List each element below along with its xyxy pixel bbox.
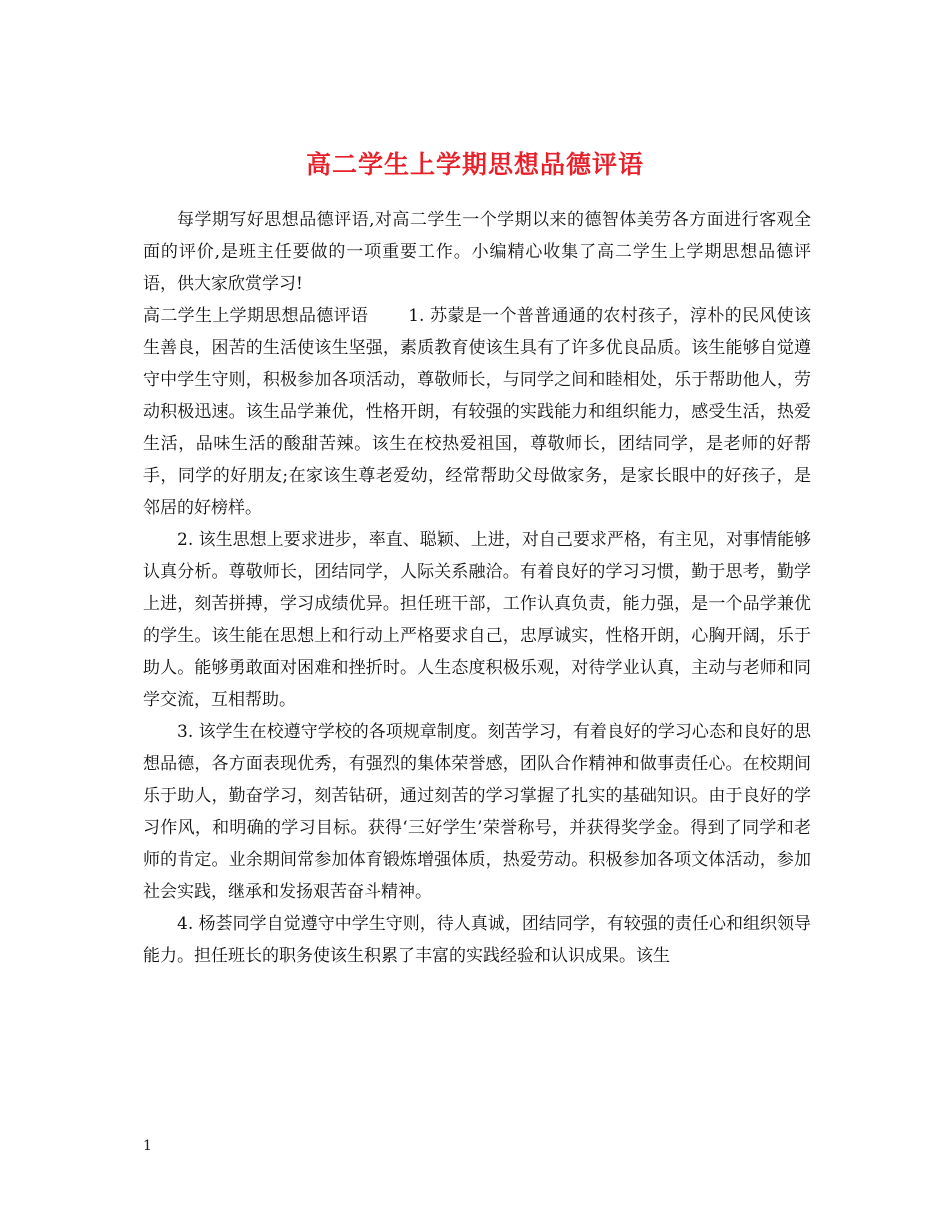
- section-heading: 高二学生上学期思想品德评语: [143, 306, 369, 326]
- first-comment-paragraph: [143, 300, 811, 524]
- document-body: [143, 204, 811, 972]
- comment-2: 2. 该生思想上要求进步，率直、聪颖、上进，对自己要求严格，有主见，对事情能够认真分析。尊敬师长，团结同学，人际关系融洽。有着良好的学习习惯，勤于思考，勤学上进，刻苦拼搏，学习成绩优异。担任班干部，工作认真负责，能力强，是一个品学兼优的学生。该生能在思想上和行动上严格要求自己，忠厚诚实，性格开朗，心胸开阔，乐于助人。能够勇敢面对困难和挫折时。人生态度积极乐观，对待学业认真，主动与老师和同学交流，互相帮助。: [143, 530, 811, 710]
- document-title: 高二学生上学期思想品德评语: [305, 149, 644, 179]
- comment-4: 4. 杨荟同学自觉遵守中学生守则，待人真诚，团结同学，有较强的责任心和组织领导能力。担任班长的职务使该生积累了丰富的实践经验和认识成果。该生: [143, 914, 811, 966]
- page-number: 1: [143, 1138, 152, 1154]
- comment-3: 3. 该学生在校遵守学校的各项规章制度。刻苦学习，有着良好的学习心态和良好的思想品德，各方面表现优秀，有强烈的集体荣誉感，团队合作精神和做事责任心。在校期间乐于助人，勤奋学习，刻苦钻研，通过刻苦的学习掌握了扎实的基础知识。由于良好的学习作风，和明确的学习目标。获得‘三好学生’荣誉称号，并获得奖学金。得到了同学和老师的肯定。业余期间常参加体育锻炼增强体质，热爱劳动。积极参加各项文体活动，参加社会实践，继承和发扬艰苦奋斗精神。: [143, 722, 811, 902]
- intro-paragraph: 每学期写好思想品德评语,对高二学生一个学期以来的德智体美劳各方面进行客观全面的评价,是班主任要做的一项重要工作。小编精心收集了高二学生上学期思想品德评语，供大家欣赏学习!: [143, 210, 811, 294]
- comment-1: 1. 苏蒙是一个普普通通的农村孩子，淳朴的民风使该生善良，困苦的生活使该生坚强，素质教育使该生具有了许多优良品质。该生能够自觉遵守中学生守则，积极参加各项活动，尊敬师长，与同学之间和睦相处，乐于帮助他人，劳动积极迅速。该生品学兼优，性格开朗，有较强的实践能力和组织能力，感受生活，热爱生活，品味生活的酸甜苦辣。该生在校热爱祖国，尊敬师长，团结同学，是老师的好帮手，同学的好朋友;在家该生尊老爱幼，经常帮助父母做家务，是家长眼中的好孩子，是邻居的好榜样。: [143, 306, 812, 518]
